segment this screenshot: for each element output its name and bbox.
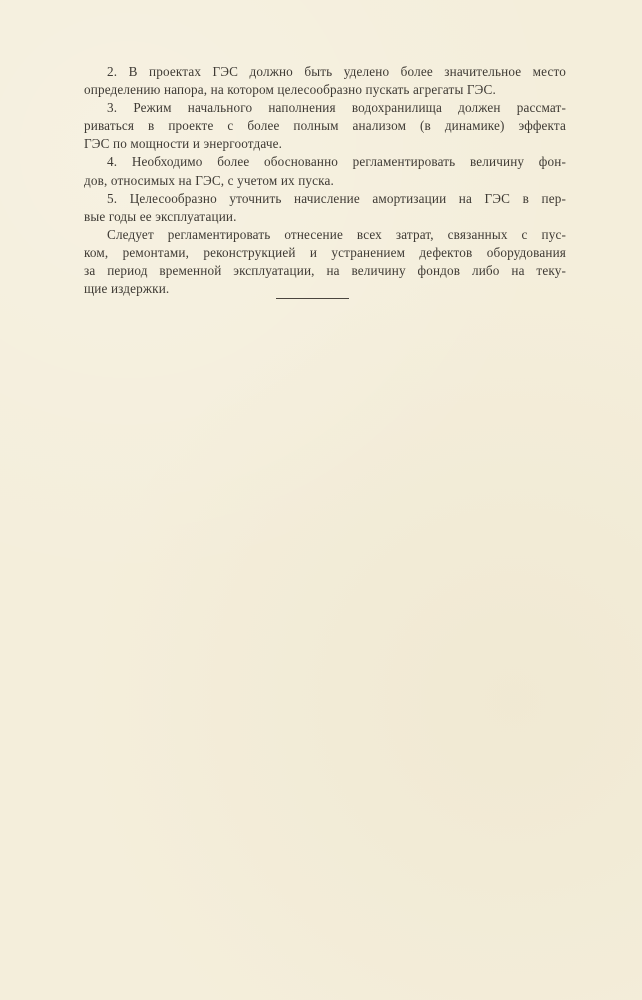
paragraph-line: ком, ремонтами, реконструкцией и устранением дефектов оборудования [84, 244, 566, 260]
paragraph-line: риваться в проекте с более полным анализом (в динамике) эффекта [84, 118, 566, 134]
paragraph-line: вые годы ее эксплуатации. [84, 208, 237, 224]
paragraph-5 [84, 190, 566, 226]
section-end-rule [276, 298, 349, 299]
paragraph-line: 3. Режим начального наполнения водохранилища должен рассмат- [107, 100, 566, 116]
paragraph-line: за период временной эксплуатации, на величину фондов либо на теку- [84, 263, 566, 279]
paragraph-line: дов, относимых на ГЭС, с учетом их пуска. [84, 172, 334, 188]
paragraph-line: определению напора, на котором целесообразно пускать агрегаты ГЭС. [84, 82, 496, 98]
paragraph-4 [84, 153, 566, 189]
paragraph-conclusion [84, 226, 566, 298]
paragraph-line: щие издержки. [84, 281, 170, 297]
paragraph-line: Следует регламентировать отнесение всех затрат, связанных с пус- [107, 226, 566, 242]
paragraph-3 [84, 99, 566, 153]
paragraph-line: 2. В проектах ГЭС должно быть уделено более значительное место [107, 64, 566, 79]
paragraph-2 [84, 63, 566, 99]
text-block [84, 63, 566, 298]
paragraph-line: 4. Необходимо более обоснованно регламентировать величину фон- [107, 154, 566, 170]
paragraph-line: 5. Целесообразно уточнить начисление амортизации на ГЭС в пер- [107, 190, 566, 206]
paragraph-line: ГЭС по мощности и энергоотдаче. [84, 136, 283, 152]
